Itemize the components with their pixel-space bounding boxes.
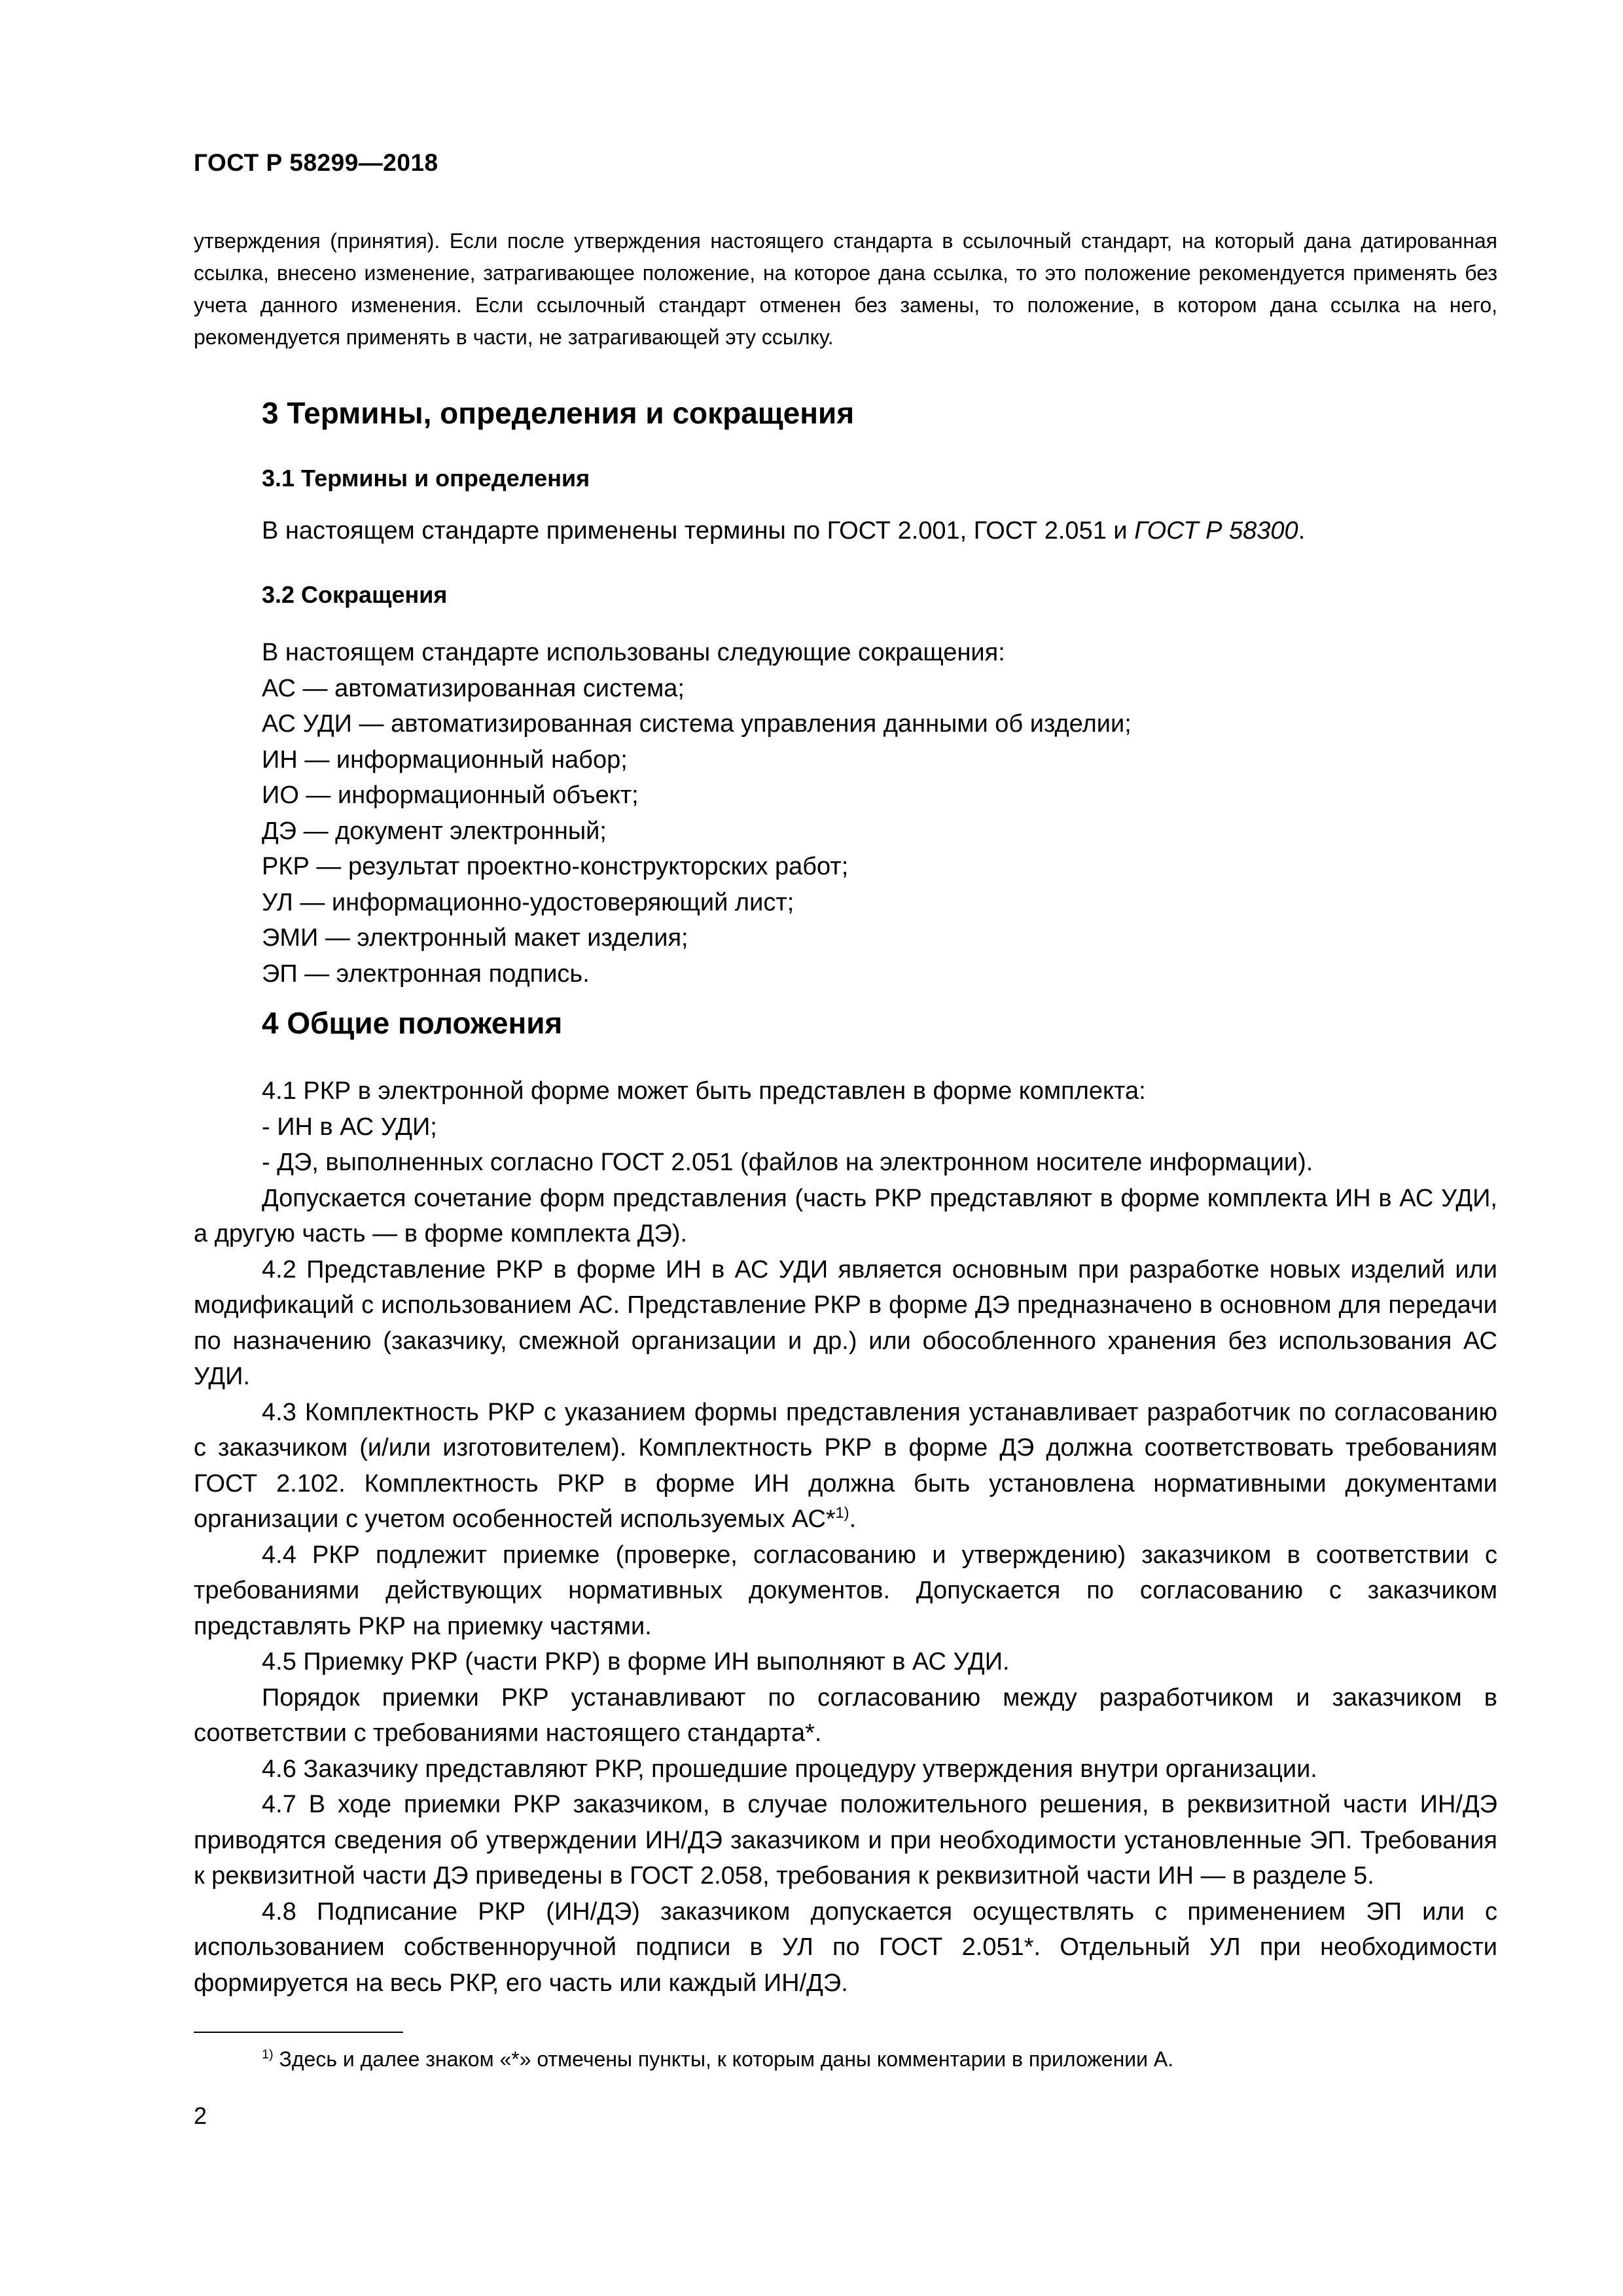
clause-4-1: 4.1 РКР в электронной форме может быть представлен в форме комплекта: [262,1077,1146,1105]
list-item: - ДЭ, выполненных согласно ГОСТ 2.051 (файлов на электронном носителе информации). [262,1149,1313,1176]
clause-4-5: 4.5 Приемку РКР (части РКР) в форме ИН выполняют в АС УДИ. [262,1648,1010,1676]
clause-4-7: 4.7 В ходе приемки РКР заказчиком, в случае положительного решения, в реквизитной части ИН/ДЭ приводятся сведения об утверждении ИН/ДЭ заказчиком и при необходимости установленные ЭП. Требования к реквизитной части ДЭ приведены в ГОСТ 2.058, требования к реквизитной части ИН — в разделе 5. [194,1791,1497,1890]
clause-4-1-extra: Допускается сочетание форм представления (часть РКР представляют в форме комплекта ИН в АС УДИ, а другую часть — в форме комплекта ДЭ). [194,1184,1497,1247]
terms-text-prefix: В настоящем стандарте применены термины по ГОСТ 2.001, ГОСТ 2.051 и [262,517,1135,545]
section-3-heading: 3 Термины, определения и сокращения [262,396,855,430]
footnote-mark: 1) [262,2047,274,2062]
clause-4-6: 4.6 Заказчику представляют РКР, прошедшие процедуру утверждения внутри организации. [262,1755,1317,1783]
list-item: ЭМИ — электронный макет изделия; [262,924,688,952]
section-3-1-heading: 3.1 Термины и определения [262,465,590,492]
list-item: ЭП — электронная подпись. [262,960,590,988]
footnote-reference: 1) [835,1503,849,1521]
clause-4-5-extra: Порядок приемки РКР устанавливают по согласованию между разработчиком и заказчиком в соответствии с требованиями настоящего стандарта*. [194,1683,1497,1747]
list-item: ИО — информационный объект; [262,781,639,809]
list-item: - ИН в АС УДИ; [262,1113,437,1141]
clause-4-3-end: . [849,1505,857,1533]
footnote-divider [194,2032,403,2033]
clause-4-8: 4.8 Подписание РКР (ИН/ДЭ) заказчиком допускается осуществлять с применением ЭП или с использованием собственноручной подписи в УЛ по ГОСТ 2.051*. Отдельный УЛ при необходимости формируется на весь РКР, его часть или каждый ИН/ДЭ. [194,1897,1497,1997]
list-item: АС УДИ — автоматизированная система управления данными об изделии; [262,710,1132,738]
list-item: ИН — информационный набор; [262,745,628,774]
terms-text-italic-ref: ГОСТ Р 58300 [1134,517,1298,545]
list-item: УЛ — информационно-удостоверяющий лист; [262,888,794,916]
abbreviations-list [262,635,1132,992]
abbreviations-intro: В настоящем стандарте использованы следующие сокращения: [262,639,1005,666]
clause-4-3 [194,1395,1497,1537]
section-3-2-heading: 3.2 Сокращения [262,581,448,608]
footnote-text: Здесь и далее знаком «*» отмечены пункты, к которым даны комментарии в приложении А. [273,2047,1174,2071]
section-3-1-text [262,517,1305,545]
standard-code-header: ГОСТ Р 58299—2018 [194,149,438,176]
clause-4-4: 4.4 РКР подлежит приемке (проверке, согласованию и утверждению) заказчиком в соответствии с требованиями действующих нормативных документов. Допускается по согласованию с заказчиком представлять РКР на приемку частями. [194,1541,1497,1640]
clause-4-2: 4.2 Представление РКР в форме ИН в АС УДИ является основным при разработке новых изделий или модификаций с использованием АС. Представление РКР в форме ДЭ предназначено в основном для передачи по назначению (заказчику, смежной организации и др.) или обособленного хранения без использования АС УДИ. [194,1255,1497,1390]
intro-text: утверждения (принятия). Если после утверждения настоящего стандарта в ссылочный стандарт, на который дана датированная ссылка, внесено изменение, затрагивающее положение, на которое дана ссылка, то это положение рекомендуется применять без учета данного изменения. Если ссылочный стандарт отменен без замены, то положение, в котором дана ссылка на него, рекомендуется применять в части, не затрагивающей эту ссылку. [194,229,1497,349]
terms-text-suffix: . [1298,517,1306,545]
section-4-heading: 4 Общие положения [262,1006,563,1040]
list-item: АС — автоматизированная система; [262,674,685,702]
clause-4-3-text: 4.3 Комплектность РКР с указанием формы представления устанавливает разработчик по согласованию с заказчиком (и/или изготовителем). Комплектность РКР в форме ДЭ должна соответствовать требованиям ГОСТ 2.102. Комплектность РКР в форме ИН должна быть установлена нормативными документами организации с учетом особенностей используемых АС* [194,1398,1497,1533]
footnote [262,2047,1173,2072]
section-4-body [194,1073,1497,2001]
page-number: 2 [194,2102,207,2129]
intro-paragraph [194,225,1497,353]
list-item: РКР — результат проектно-конструкторских работ; [262,853,849,880]
list-item: ДЭ — документ электронный; [262,817,607,845]
